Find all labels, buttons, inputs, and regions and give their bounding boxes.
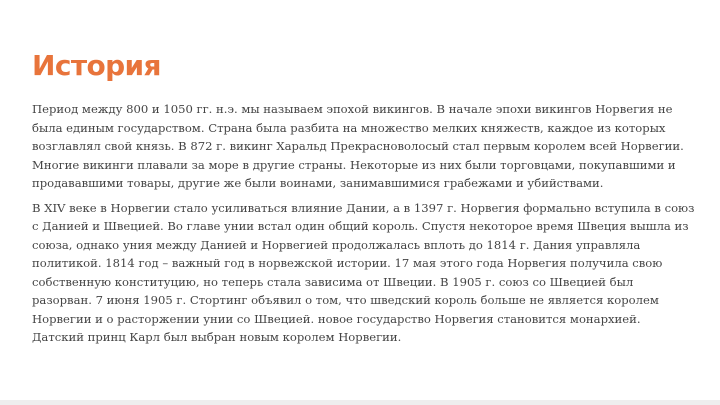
paragraph-union-history: В XIV веке в Норвегии стало усиливаться влияние Дании, а в 1397 г. Норвегия формально вступила в союз с Данией и Швецией. Во главе унии встал один общий король. Спустя некоторое время Швеция вышла из союза, однако уния между Данией и Норвегией продолжалась вплоть до 1814 г. Дания управляла политикой. 1814 год – важный год в норвежской истории. 17 мая этого года Норвегия получила свою собственную конституцию, но теперь стала зависима от Швеции. В 1905 г. союз со Швецией был разорван. 7 июня 1905 г. Стортинг объявил о том, что шведский король больше не является королем Норвегии и о расторжении унии со Швецией. новое государство Норвегия становится монархией. Датский принц Карл был выбран новым королем Норвегии. bbox=[32, 200, 695, 344]
slide-body bbox=[32, 100, 696, 347]
slide-title: История bbox=[32, 49, 161, 82]
paragraph-viking-age: Период между 800 и 1050 гг. н.э. мы называем эпохой викингов. В начале эпохи викингов Норвегия не была единым государством. Страна была разбита на множество мелких княжеств, каждое из которых возглавлял свой князь. В 872 г. викинг Харальд Прекрасноволосый стал первым королем всей Норвегии. Многие викинги плавали за море в другие страны. Некоторые из них были торговцами, покупавшими и продававшими товары, другие же были воинами, занимавшимися грабежами и убийствами. bbox=[32, 102, 684, 190]
bottom-divider bbox=[0, 400, 720, 405]
